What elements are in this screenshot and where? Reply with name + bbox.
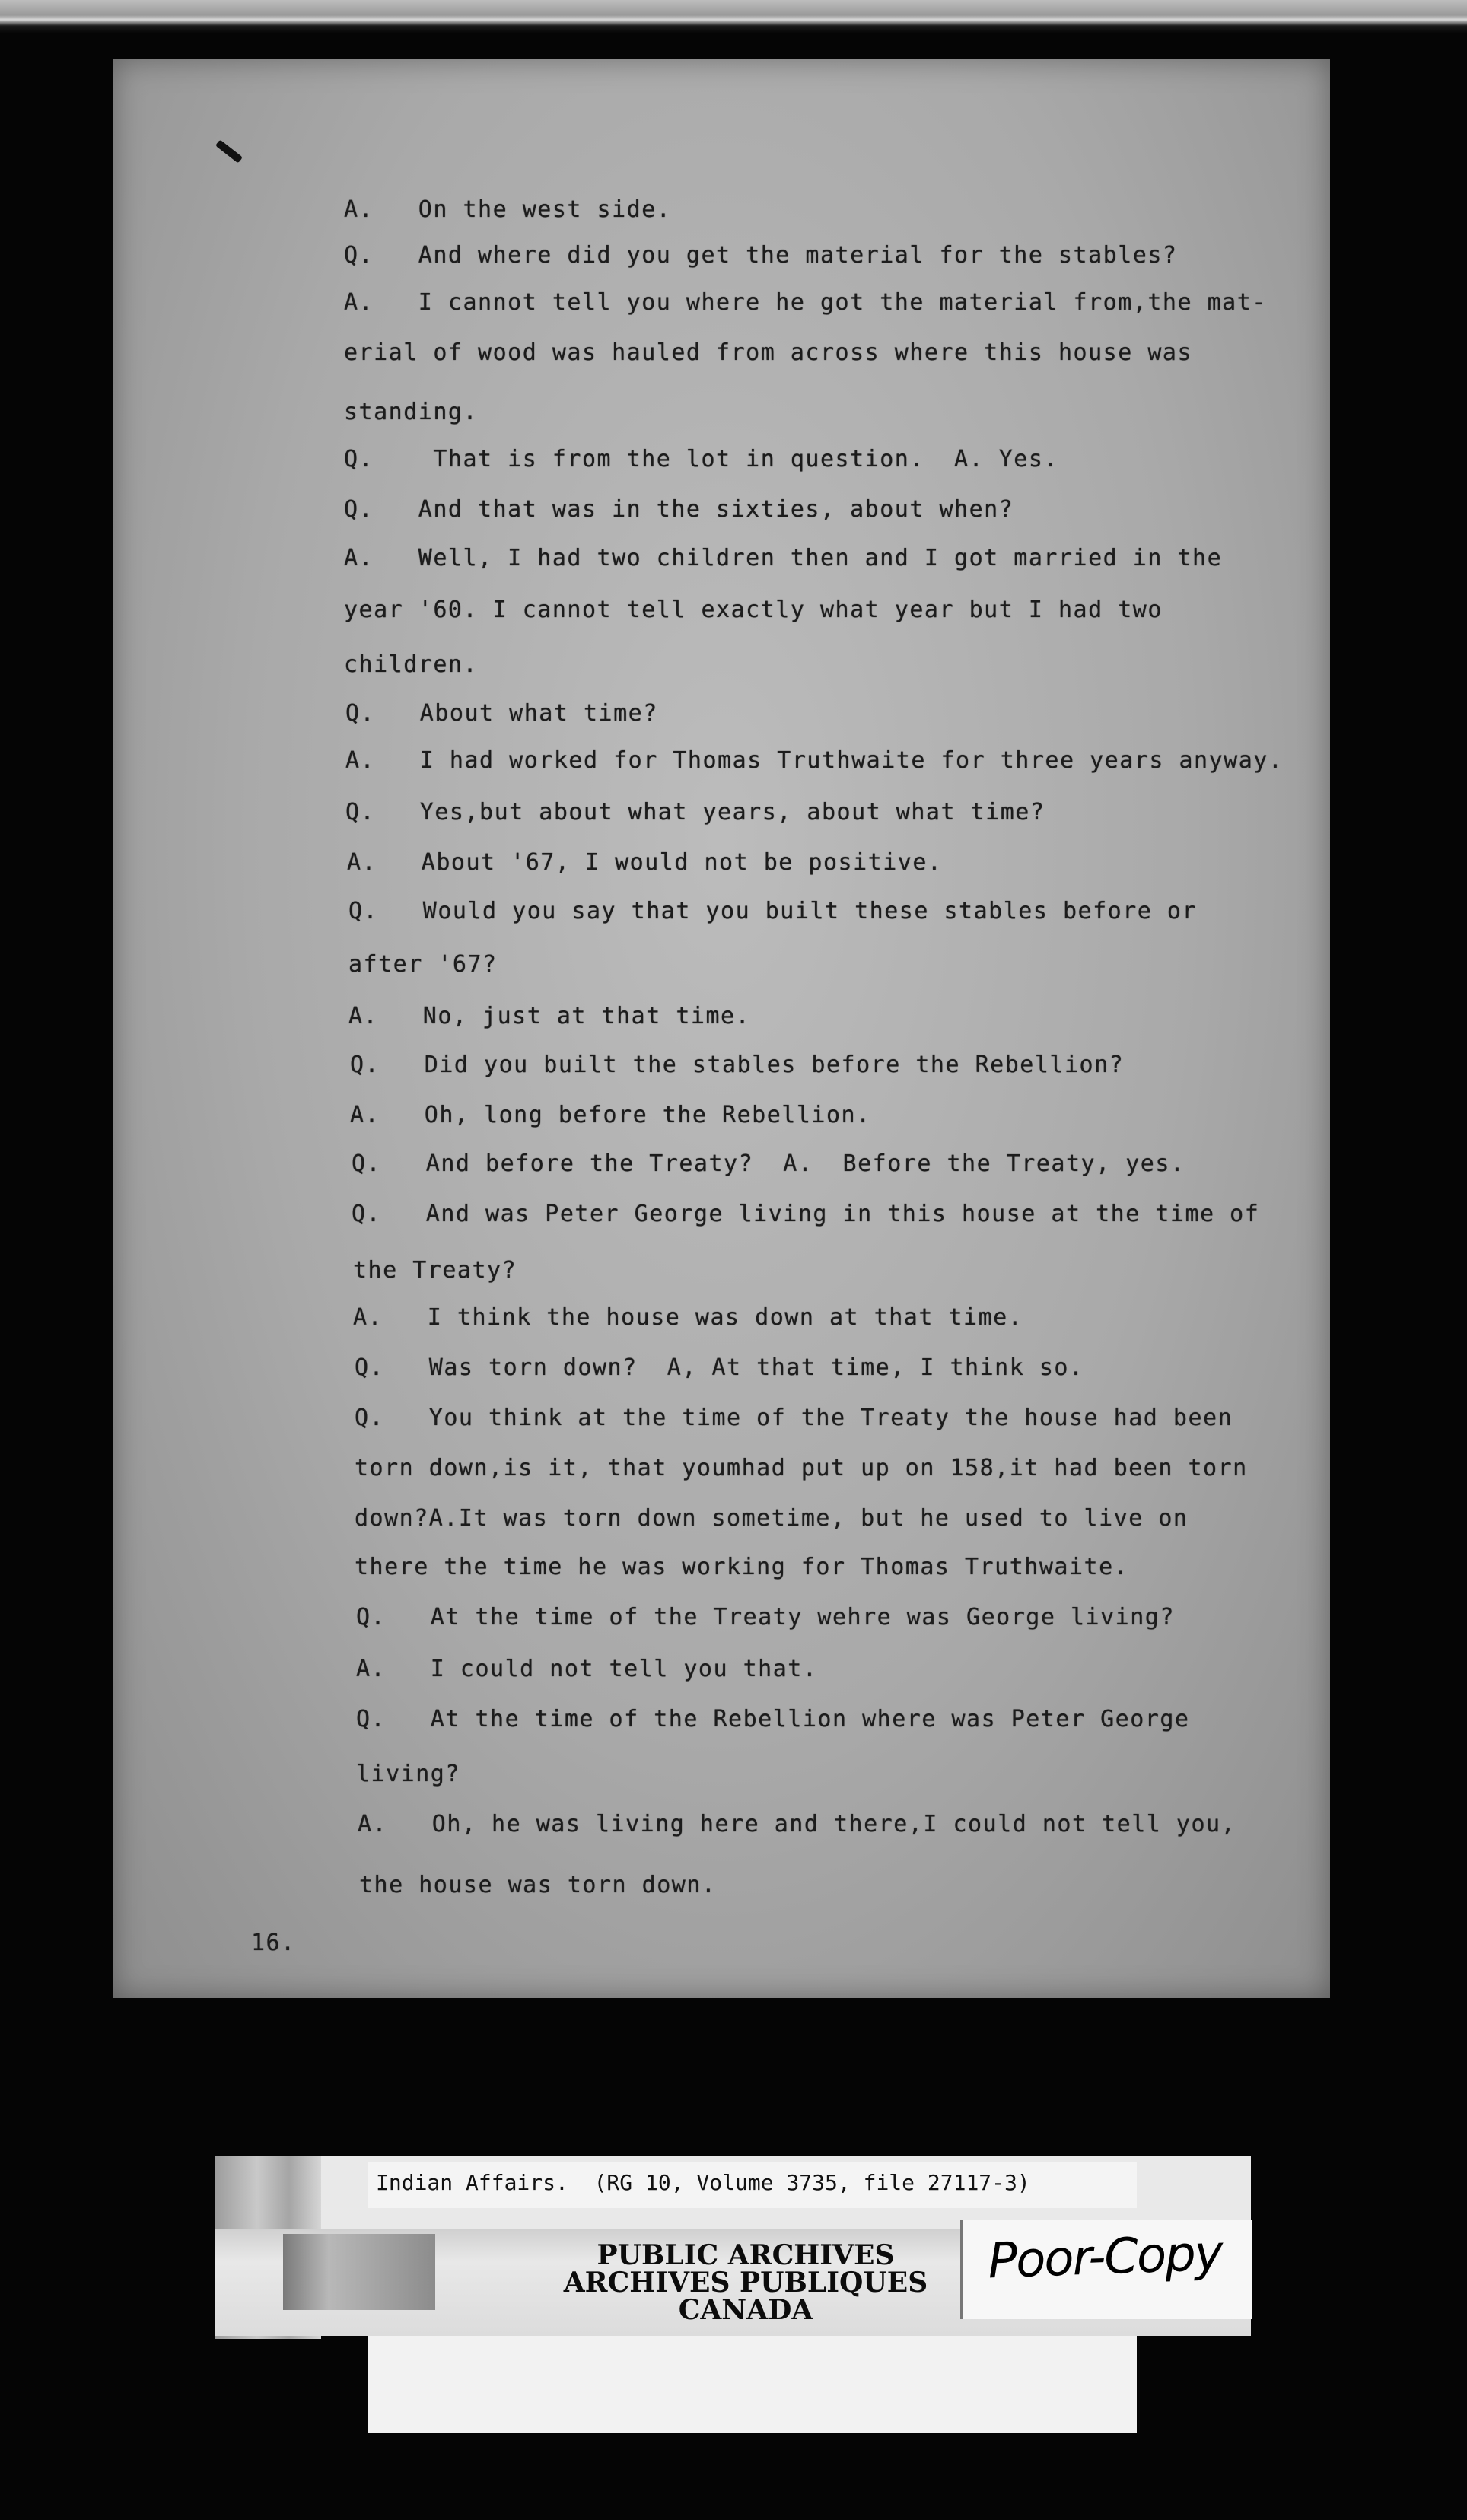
transcript-line: Q. You think at the time of the Treaty the house had been	[355, 1405, 1233, 1431]
transcript-line: Q. Did you built the stables before the Rebellion?	[350, 1052, 1125, 1078]
transcript-line: the house was torn down.	[359, 1872, 717, 1898]
transcript-line: Q. At the time of the Rebellion where was Peter George	[356, 1706, 1190, 1732]
transcript-line: A. I cannot tell you where he got the material from,the mat-	[344, 289, 1267, 316]
transcript-line: Q. And was Peter George living in this house at the time of	[352, 1201, 1260, 1227]
transcript-line: the Treaty?	[353, 1257, 517, 1284]
transcript-line: A. I could not tell you that.	[356, 1656, 818, 1682]
transcript-line: A. No, just at that time.	[348, 1003, 751, 1029]
page-number: 16.	[251, 1930, 296, 1956]
transcript-line: Q. And that was in the sixties, about when?	[344, 496, 1014, 523]
transcript-line: children.	[344, 651, 479, 678]
transcript-line: Q. Yes,but about what years, about what time?	[345, 799, 1045, 826]
transcript-line: Q. At the time of the Treaty wehre was George living?	[356, 1604, 1175, 1631]
transcript-line: year '60. I cannot tell exactly what year but I had two	[344, 597, 1163, 623]
transcript-line: A. On the west side.	[344, 196, 672, 223]
transcript-line: A. I think the house was down at that time.	[353, 1304, 1023, 1331]
transcript-line: A. Oh, long before the Rebellion.	[350, 1102, 871, 1128]
transcript-line: A. I had worked for Thomas Truthwaite for three years anyway.	[345, 747, 1284, 774]
transcript-line: erial of wood was hauled from across where this house was	[344, 339, 1193, 366]
transcript-line: A. About '67, I would not be positive.	[347, 849, 943, 876]
archives-line-french: ARCHIVES PUBLIQUES	[563, 2267, 928, 2299]
transcript-line: A. Oh, he was living here and there,I could not tell you,	[358, 1811, 1236, 1838]
transcript-line: Q. And where did you get the material for the stables?	[344, 242, 1178, 269]
transcript-line: living?	[356, 1761, 460, 1787]
transcript-line: Q. That is from the lot in question. A. Yes.	[344, 446, 1058, 473]
tape-shadow	[283, 2234, 435, 2310]
poor-copy-stamp: Poor-Copy	[987, 2225, 1223, 2290]
transcript-line: after '67?	[348, 951, 498, 978]
transcript-line: A. Well, I had two children then and I got married in the	[344, 545, 1223, 571]
archives-line-country: CANADA	[678, 2294, 813, 2326]
transcript-line: Q. About what time?	[345, 700, 658, 727]
transcript-line: Q. And before the Treaty? A. Before the Treaty, yes.	[352, 1150, 1185, 1177]
transcript-line: there the time he was working for Thomas Truthwaite.	[355, 1554, 1129, 1580]
transcript-line: Q. Would you say that you built these stables before or	[348, 898, 1198, 924]
archives-heading	[533, 2239, 959, 2326]
transcript-line: down?A.It was torn down sometime, but he used to live on	[355, 1505, 1189, 1532]
archive-citation: Indian Affairs. (RG 10, Volume 3735, file 27117-3)	[376, 2170, 1030, 2195]
transcript-line: torn down,is it, that youmhad put up on 158,it had been torn	[355, 1455, 1248, 1481]
label-blank-area	[368, 2336, 1137, 2433]
transcript-line: Q. Was torn down? A, At that time, I think so.	[355, 1354, 1084, 1381]
archives-line-english: PUBLIC ARCHIVES	[597, 2239, 895, 2271]
transcript-line: standing.	[344, 399, 479, 425]
